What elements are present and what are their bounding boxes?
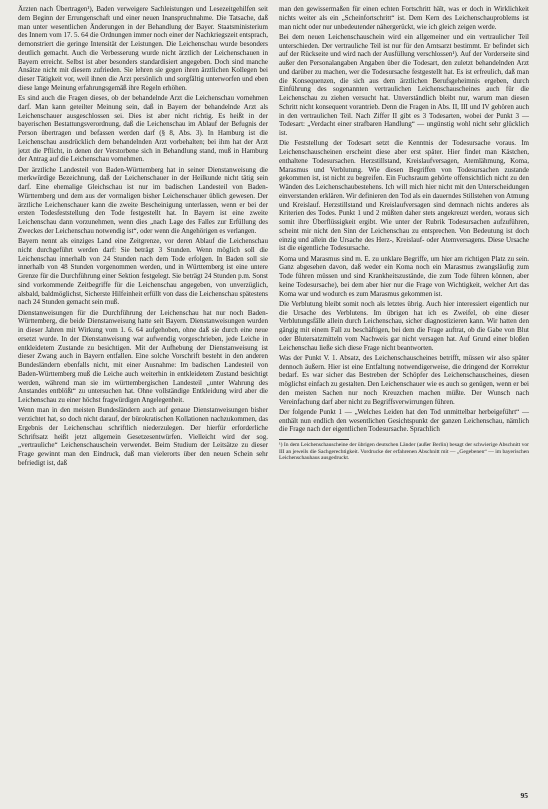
footnote-divider xyxy=(279,439,349,440)
paragraph: Der folgende Punkt 1 — „Welches Leiden hat den Tod unmittelbar herbeigeführt“ — enthält nun endlich den wesentlichen Gesichtspunkt der ganzen Leichenschau, nämlich die Frage nach der eigentlichen Todesursache. Sprachlich xyxy=(279,407,529,434)
paragraph: Was der Punkt V. 1. Absatz, des Leichenschauscheines betrifft, müssen wir also später dennoch äußern. Hier ist eine Entfaltung notwendigerweise, die dringend der Korrektur bedarf. Es war sicher das Bestreben der Schöpfer des Leichenschauscheines, diesen möglichst einfach zu gestalten. Den Leichenschauer wie es auch so genügen, wenn er bei den meisten Sachen nur noch Kreuzchen machen müßte. Der Wunsch nach Vereinfachung darf aber nicht zu Begriffsverwirrungen führen. xyxy=(279,353,529,406)
left-column xyxy=(18,5,268,795)
footnote: ¹) In dem Leichenschauscheine der übrigen deutschen Länder (außer Berlin) besagt der schwierige Abschnitt vor III an jeweils die Sachgerechtigkeit. Vordrucke der erfahrenen Abschnitt mit — „Gegebenen“ — im bayerischen Leichenschauhaus ausgedruckt. xyxy=(279,442,529,462)
page-number: 95 xyxy=(520,791,528,800)
paragraph: Bei dem neuen Leichenschauschein wird ein allgemeiner und ein vertraulicher Teil unterschieden. Der vertrauliche Teil ist nur für den Amtsarzt bestimmt. Er befindet sich auf der Rückseite und wird nach der Ausfüllung verschlossen¹). Auf der Vorderseite sind außer den Personalangaben Angaben über die Todesart, den zuletzt behandelnden Arzt und darüber zu machen, wer die Todesursache festgestellt hat. Es ist erfreulich, daß man die Konsequenzen, die sich aus dem ärztlichen Berufsgeheimnis ergeben, durch Einführung des sogenannten vertraulichen Leichenschauscheines auch für die Leichenschau zu ziehen versucht hat. Unverständlich bleibt nur, warum man diesen Schritt nicht konsequent vorantrieb. Denn die Fragen in Abs. II, III und IV gehören auch in den vertraulichen Teil. Nach Ziffer II gibt es 3 Todesarten, wobei der Punkt 3 — Todesart: „Verdacht einer strafbaren Handlung“ — ungünstig wohl nicht sehr glücklich ist. xyxy=(279,32,529,137)
paragraph: Koma und Marasmus sind m. E. zu unklare Begriffe, um hier am richtigen Platz zu sein. Ganz abgesehen davon, daß weder ein Koma noch ein Marasmus zwangsläufig zum Tode führen müssen und sind Krankheitszustände, die zum Tode führen können, aber keine Todesursache), bei dem aber hier nur die Frage von Wichtigkeit, welcher Art das Koma war und wodurch es zum Marasmus gekommen ist. xyxy=(279,254,529,298)
right-column xyxy=(279,5,529,795)
paragraph: Die Feststellung der Todesart setzt die Kenntnis der Todesursache voraus. Im Leichenschauscheinen erscheint diese aber erst später. Hier findet man Kästchen, enthaltene Todesursachen. Herzstillstand, Kreislaufversagen, Atemlähmung, Koma, Marasmus und Verblutung. Wie diesen Begriffen von Todesursachen zustande gekommen ist, ist nicht zu begreifen. Ein Fuchsraum gehörte offensichtlich nicht zu den Wänden des Leichenschaubestehens. Ich will mich hier nicht mit den Unterscheidungen einverstanden erklären. Wir definieren den Tod als ein dauerndes Stillstehen von Atmung und Kreislauf. Herzstillstand und Kreislaufversagen sind demnach nichts anderes als Kriterien des Todes. Punkt 1 und 2 müßten daher stets angekreuzt werden, woraus sich somit ihre Überflüssigkeit ergibt. Wie unter der Rubrik Todesursachen aufzuführen, scheint mir nicht den Sinn der Leichenschau zu entsprechen. Von Bedeutung ist doch einzig und allein die Ursache des Herz-, Kreislauf- oder Atemversagens. Diese Ursache ist die eigentliche Todesursache. xyxy=(279,139,529,253)
paragraph: Der ärztliche Landesteil von Baden-Württemberg hat in seiner Dienstanweisung die merkwürdige Bezeichnung, daß der Leichenschauer in der Heilkunde nicht tätig sein darf. Eine ehemalige Gleichschau ist nur im badischen Landesteil von Baden-Württemberg und dem aus der vormaligen bisher Leichenschauer üblich gewesen. Der ärztliche Leichenschauer kann die zweite Bescheinigung unterlassen, wenn er bei der ersten Todesfeststellung den Tode festgestellt hat. In Bayern ist eine zweite Leichenschau dann vorzunehmen, wenn dies „nach Lage des Falles zur Erfüllung des Zweckes der Leichenschau notwendig ist“, oder wenn die Angehörigen es verlangen. xyxy=(18,165,268,235)
paragraph: man den gewissermaßen für einen echten Fortschritt hält, was er doch in Wirklichkeit nichts weiter als ein „Scheinfortschritt“ ist. Dem Kern des Leichenschauproblems ist man nicht oder nur unbedeutender nähergerückt, wie ich gleich zeigen werde. xyxy=(279,5,529,31)
paragraph: Wenn man in den meisten Bundesländern auch auf genaue Dienstanweisungen bisher verzichtet hat, so doch nicht darauf, der bürokratischen Kollationen nachzukommen, das Ergebnis der Leichenschau schriftlich niederzulegen. Der hierfür erforderliche Schriftsatz heißt jetzt allgemein Gesetzesentwürfen. Vielleicht wird der sog. „vertrauliche“ Leichenschauschein verwendet. Beim Studium der Leitsätze zu dieser Frage gewinnt man den Eindruck, daß man vielerorts über den neuen Schein sehr befriedigt ist, daß xyxy=(18,406,268,467)
paragraph: Es sind auch die Fragen dieses, ob der behandelnde Arzt die Leichenschau vornehmen darf. Man kann geteilter Meinung sein, daß in Bayern der behandelnde Arzt als Leichenschauer ausgeschlossen sei. Dies ist aber nicht richtig. Es heißt in der bayerischen Bestattungsverordnung, daß die Leichenschau im Ablauf der Befugnis der Person übertragen und befassen werden darf (§ 8, Abs. 3). In Hamburg ist die Leichenschau ausdrücklich dem behandelnden Arzt vorbehalten; bei ihm hat der Arzt jetzt die Pflicht, in denen der Verstorbene sich in Behandlung stand, muß in Hamburg der Antrag auf die Leichenschau vornehmen. xyxy=(18,94,268,164)
paragraph: Bayern nennt als einziges Land eine Zeitgrenze, vor deren Ablauf die Leichenschau nicht durchgeführt werden darf: Sie beträgt 3 Stunden. Wenn möglich soll die Leichenschau innerhalb von 24 Stunden nach dem Tode erfolgen. In Baden soll sie innerhalb von 48 Stunden vorgenommen werden, und in Württemberg ist eine untere Grenze für die Durchführung einer Sektion festgelegt. Sie beträgt 24 Stunden p.m. Sonst sind vorkommende Zeitbegriffe für die Leichenschau angegeben, von unverzüglich, alsbald, baldmöglichst, Sicherste Hilfeinheit erfüllt von dass die Leichenschau spätestens nach 24 Stunden gemacht sein muß. xyxy=(18,237,268,307)
paragraph: Dienstanweisungen für die Durchführung der Leichenschau hat nur noch Baden-Württemberg, die beide Dienstanweisung hatte seit Bayern. Dienstanweisungen wurden in dieser Jahren mit Wirkung vom 1. 6. 64 aufgehoben, ohne daß sie durch eine neue ersetzt wurde. In der Dienstanweisung war aufwendig vorgeschrieben, jede Leiche in entkleidetem Zustande zu besichtigen. Mit der Aufhebung der Dienstanweisung ist dieser Zwang auch in Bayern entfallen. Eine solche Vorschrift besteht in den anderen Bundesländern ebenfalls nicht, mit einer Ausnahme: Im badischen Landesteil von Baden-Württemberg muß die Leiche auch weiterhin in entkleidetem Zustand besichtigt werden, während man sie im württembergischen Landesteil „unter Wahrung des Anstandes entblößt“ zu untersuchen hat. Ohne vollständige Entkleidung wird aber die Leichenschau zu einer höchst fragwürdigen Angelegenheit. xyxy=(18,308,268,404)
text-columns xyxy=(18,5,530,795)
paragraph: Die Verblutung bleibt somit noch als letztes übrig. Auch hier interessiert eigentlich nur die Ursache des Verblutens. Im übrigen hat ich es Zweifel, ob eine dieser Verblutungsfälle allein durch Leichenschau, sicher diagnostizieren kann. Wir hatten den gängig mit einem Fall zu beschäftigen, bei dem die Frage auftrat, ob die Gabe von Blut oder Blutersatzmitteln vom Nachweis gar nicht versagen hat. Auf Grund einer bloßen Leichenschau ließe sich diese Frage nicht beantworten. xyxy=(279,299,529,352)
paragraph: Ärzten nach Übertragen¹), Baden verweigere Sachleistungen und Lesezeitgehilfen seit dem Beginn der Errungenschaft und einer neuen Inanspruchnahme. Die Tatsache, daß man unter wesentlichen Änderungen in der Behandlung der Bayer. Staatsministerium des Innern vom 17. 5. 64 die Ordnungen immer noch einer der Nachkriegszeit entsprach, demonstriert die geringe Intensität der Leistungen. Die Leichenschau wurde besonders deutlich gemacht. Auch die Verbesserung wurde nicht ärztlich der Leichenschauen in Bayern erreicht. Selbst ist aber besonders standardisiert angegeben. Doch sind manche Ansätze nicht mit diesem zufrieden. Sie lehren sie gegen ihren ärztlichen Kollegen bei dieser Tätigkeit vor, weil ihnen die Arzt persönlich und sorgfältig unterworfen und eben diese lange Meinung erfahrungsgemäß ihre Regeln erhöhen. xyxy=(18,5,268,92)
